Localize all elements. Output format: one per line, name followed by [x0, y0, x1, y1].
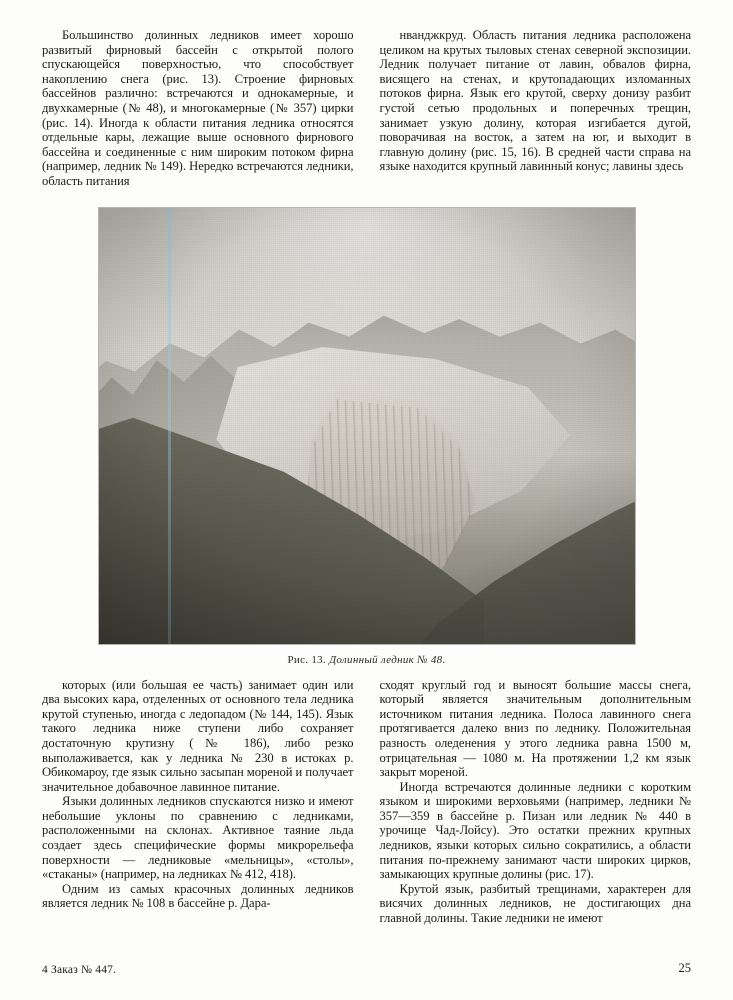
page-footer: [42, 961, 691, 976]
signature-mark: 4 Заказ № 447.: [42, 964, 117, 976]
top-left-column: [42, 28, 354, 189]
paragraph: нванджкруд. Область питания ледника расположена целиком на крутых тыловых стенах северной экспозиции. Ледник получает питание от лавин, обвалов фирна, висящего на стенах, и крутопадающих изломанных потоков фирна. Язык его крутой, сверху донизу разбит густой сетью продольных и поперечных трещин, занимает узкую долину, которая изгибается дугой, поворачивая на восток, а затем на юг, и выходит в главную долину (рис. 15, 16). В средней части справа на языке находится крупный лавинный конус; лавины здесь: [379, 28, 691, 174]
bottom-left-column: [42, 678, 354, 926]
bottom-text-block: [42, 678, 691, 926]
photo-vignette: [99, 208, 635, 644]
paragraph: Одним из самых красочных долинных ледников является ледник № 108 в бассейне р. Дара-: [42, 881, 354, 911]
paragraph: которых (или большая ее часть) занимает один или два высоких кара, отделенных от основного тела ледника крутой ступенью, иногда с ледопадом (№ 144, 145). Язык такого ледника ниже ступени либо сохраняет достаточную крутизну (№ 186), либо резко выполаживается, как у ледника № 230 в истоках р. Обикомароу, где язык сильно засыпан мореной и получает значительное добавочное лавинное питание.: [42, 677, 354, 794]
bottom-right-column: [380, 678, 692, 926]
paragraph: Иногда встречаются долинные ледники с коротким языком и широкими верховьями (например, ледники № 357—359 в бассейне р. Пизан или ледник № 440 в урочище Чад-Лойсу). Это остатки прежних крупных ледников, языки которых сильно сократились, а области питания по-прежнему занимают части широких цирков, замыкающих крупные долины (рис. 17).: [379, 779, 691, 882]
paragraph: Большинство долинных ледников имеет хорошо развитый фирновый бассейн с открытой полого спускающейся поверхностью, что способствует накоплению снега (рис. 13). Строение фирновых бассейнов различно: встречаются и однокамерные, и двухкамерные (№ 48), и многокамерные (№ 357) цирки (рис. 14). Иногда к области питания ледника относятся отдельные кары, лежащие выше основного фирнового бассейна и соединенные с ним широким потоком фирна (например, ледник № 149). Нередко встречаются ледники, область питания: [42, 28, 354, 188]
figure-caption-text: Долинный ледник № 48.: [329, 653, 446, 666]
figure-caption-number: Рис. 13.: [287, 653, 327, 666]
top-right-column: [380, 28, 692, 189]
paragraph: Крутой язык, разбитый трещинами, характерен для висячих долинных ледников, не достигающих дна главной долины. Такие ледники не имеют: [379, 881, 691, 926]
paragraph: сходят круглый год и выносят большие массы снега, который является значительным дополнительным источником питания ледника. Полоса лавинного снега протягивается далеко вниз по леднику. Положительная разность оледенения у этого ледника равна 1500 м, отрицательная — 1080 м. На протяжении 1,2 км язык закрыт мореной.: [379, 677, 691, 780]
page-number: 25: [678, 961, 691, 975]
glacier-photograph: [98, 207, 636, 645]
figure-caption: [42, 654, 691, 666]
top-text-block: [42, 28, 691, 189]
figure-13: [42, 207, 691, 666]
paragraph: Языки долинных ледников спускаются низко и имеют небольшие уклоны по сравнению с ледниками, расположенными на склонах. Активное таяние льда создает здесь специфические формы микрорельефа поверхности — ледниковые «мельницы», «столы», «стаканы» (например, на ледниках № 412, 418).: [42, 794, 354, 882]
